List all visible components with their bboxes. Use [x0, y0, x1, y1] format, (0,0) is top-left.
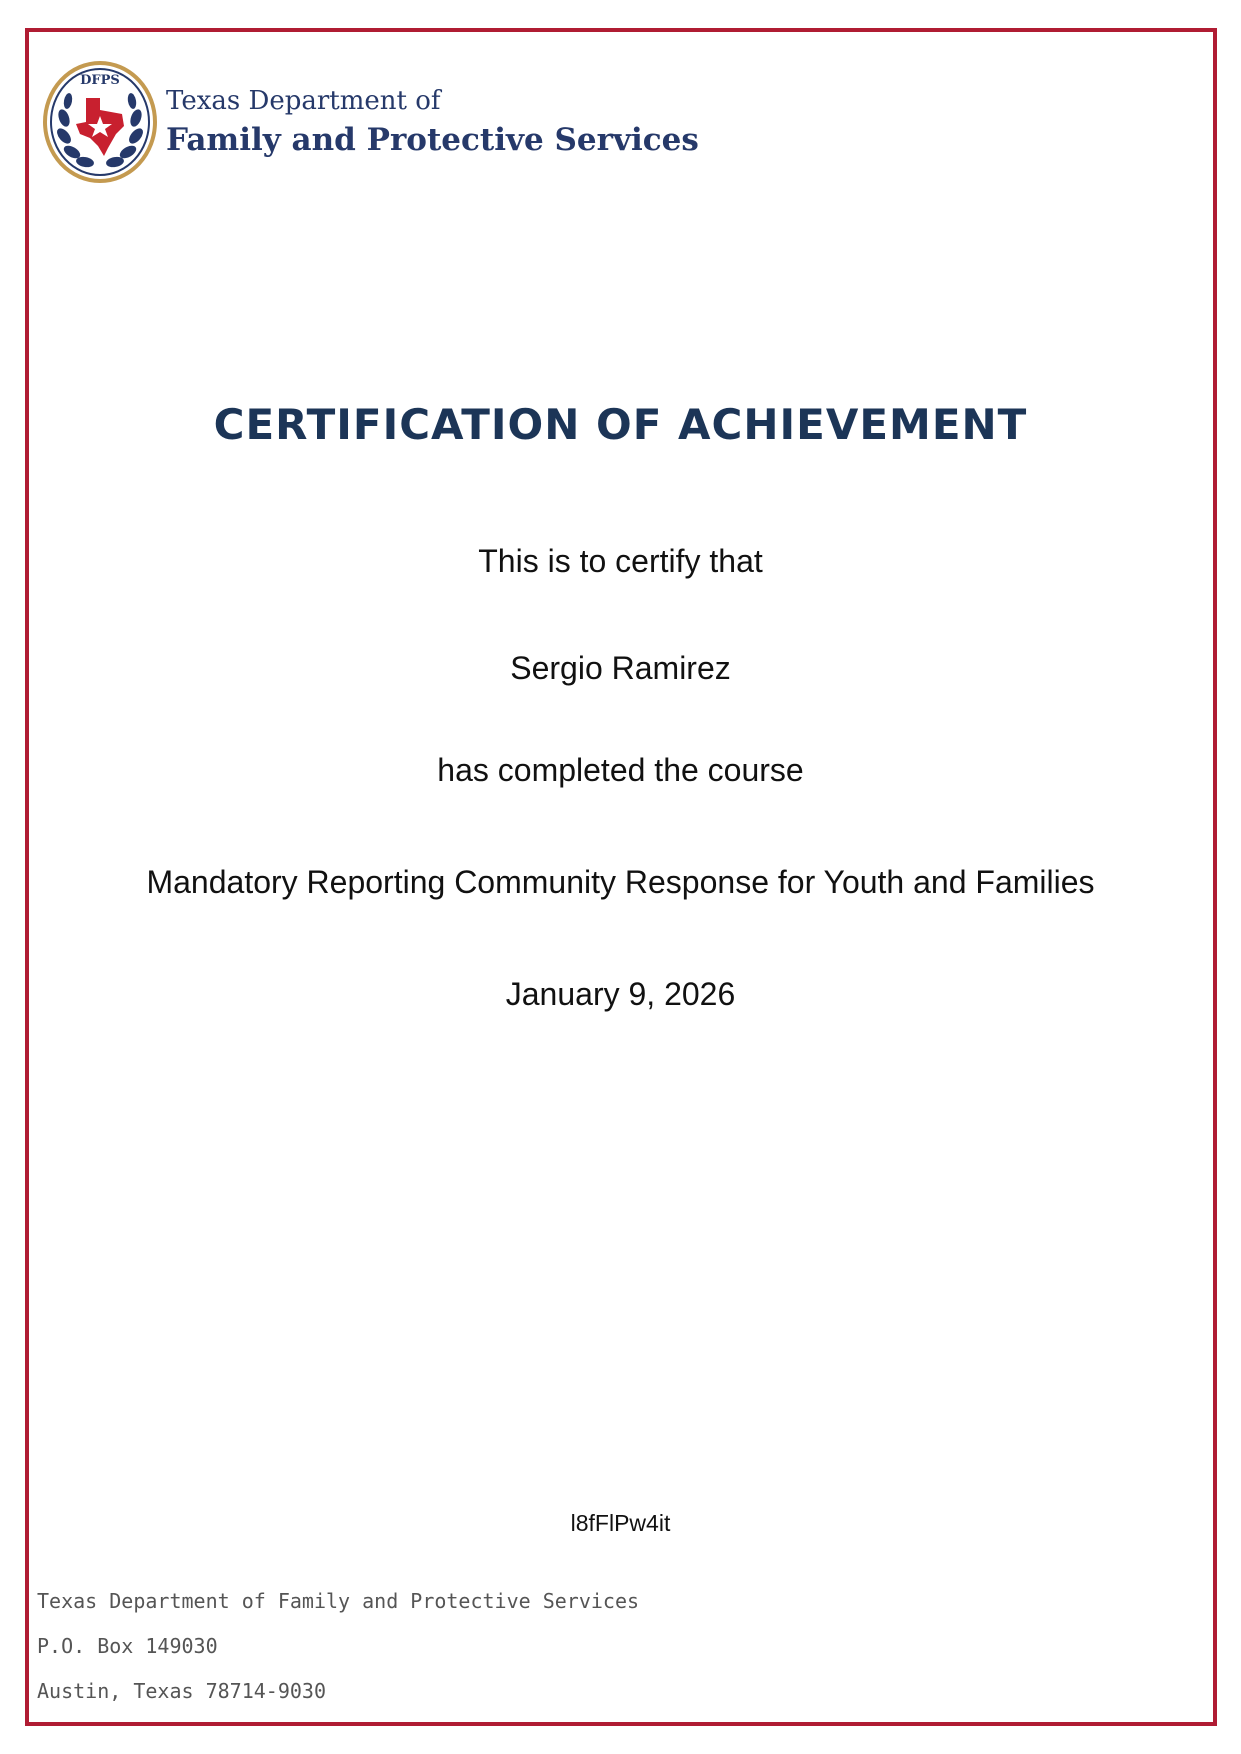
dfps-seal-logo [42, 60, 158, 184]
agency-name-line2: Family and Protective Services [166, 122, 699, 158]
certificate-code: l8fFlPw4it [570, 1510, 671, 1536]
footer-org: Texas Department of Family and Protective Services [37, 1589, 640, 1613]
completed-text: has completed the course [437, 752, 804, 788]
dfps-seal-icon [42, 60, 158, 184]
certify-text: This is to certify that [478, 543, 763, 579]
agency-name-line1: Texas Department of [166, 86, 441, 116]
recipient-name: Sergio Ramirez [510, 650, 731, 686]
footer-po-box: P.O. Box 149030 [37, 1634, 218, 1658]
footer-address [37, 1590, 639, 1725]
svg-text:DFPS: DFPS [80, 73, 120, 88]
certificate-title: CERTIFICATION OF ACHIEVEMENT [213, 400, 1028, 449]
course-name: Mandatory Reporting Community Response for Youth and Families [146, 864, 1095, 900]
footer-city: Austin, Texas 78714-9030 [37, 1679, 326, 1703]
agency-name [166, 84, 699, 162]
completion-date: January 9, 2026 [505, 976, 736, 1012]
